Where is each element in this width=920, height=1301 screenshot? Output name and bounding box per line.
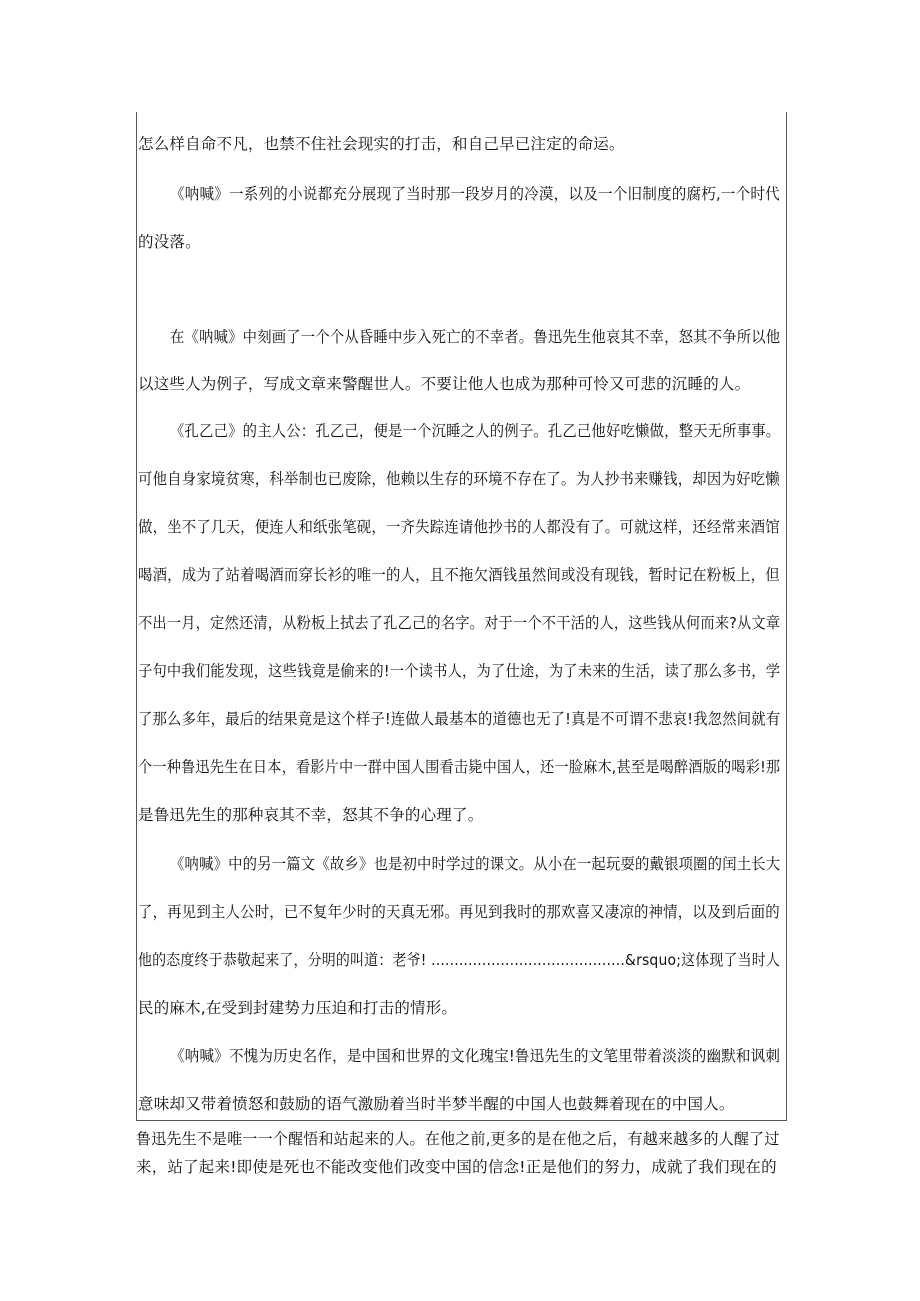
paragraph-line: 鲁迅先生不是唯一一个醒悟和站起来的人。在他之前,更多的是在他之后，有越来越多的人醒了过 bbox=[136, 1130, 780, 1148]
paragraph-line: 怎么样自命不凡，也禁不住社会现实的打击，和自己早已注定的命运。 bbox=[138, 135, 625, 153]
paragraph-line: 意味却又带着愤怒和鼓励的语气激励着当时半梦半醒的中国人也鼓舞着现在的中国人。 bbox=[138, 1095, 735, 1113]
paragraph-line: 来，站了起来!即使是死也不能改变他们改变中国的信念!正是他们的努力，成就了我们现在的 bbox=[136, 1158, 777, 1176]
paragraph-line: 做，坐不了几天，便连人和纸张笔砚，一齐失踪连请他抄书的人都没有了。可就这样，还经常来酒馆 bbox=[138, 518, 780, 536]
paragraph-line: 民的麻木,在受到封建势力压迫和打击的情形。 bbox=[138, 999, 458, 1017]
paragraph-line: 喝酒，成为了站着喝酒而穿长衫的唯一的人，且不拖欠酒钱虽然间或没有现钱，暂时记在粉板上，但 bbox=[138, 566, 780, 584]
box-right-border bbox=[786, 112, 787, 1120]
paragraph-line: 了那么多年，最后的结果竟是这个样子!连做人最基本的道德也无了!真是不可谓不悲哀!我忽然间就有 bbox=[138, 710, 781, 728]
paragraph-line: 个一种鲁迅先生在日本，看影片中一群中国人围看击毙中国人，还一脸麻木,甚至是喝醉酒版的喝彩!那 bbox=[138, 758, 781, 776]
paragraph-line: 《呐喊》中的另一篇文《故乡》也是初中时学过的课文。从小在一起玩耍的戴银项圈的闰土长大 bbox=[170, 855, 781, 873]
paragraph-line: 他的态度终于恭敬起来了，分明的叫道：老爷! ..........................................&rsquo;这体现了当时人 bbox=[138, 951, 781, 969]
paragraph-line: 是鲁迅先生的那种哀其不幸，怒其不争的心理了。 bbox=[138, 806, 484, 824]
paragraph-line: 子句中我们能发现，这些钱竟是偷来的!一个读书人，为了仕途，为了未来的生活，读了那么多书，学 bbox=[138, 662, 781, 680]
paragraph-line: 的没落。 bbox=[138, 233, 201, 251]
paragraph-line: 可他自身家境贫寒，科举制也已废除，他赖以生存的环境不存在了。为人抄书来赚钱，却因为好吃懒 bbox=[138, 470, 780, 488]
paragraph-line: 不出一月，定然还清，从粉板上拭去了孔乙己的名字。对于一个不干活的人，这些钱从何而来?从文章 bbox=[138, 614, 781, 632]
box-bottom-border bbox=[136, 1120, 787, 1121]
paragraph-line: 在《呐喊》中刻画了一个个从昏睡中步入死亡的不幸者。鲁迅先生他哀其不幸，怒其不争所以他 bbox=[170, 328, 781, 346]
box-left-border bbox=[136, 112, 137, 1120]
paragraph-line: 《呐喊》一系列的小说都充分展现了当时那一段岁月的冷漠，以及一个旧制度的腐朽,一个时代 bbox=[170, 185, 780, 203]
paragraph-line: 以这些人为例子，写成文章来警醒世人。不要让他人也成为那种可怜又可悲的沉睡的人。 bbox=[138, 375, 751, 393]
paragraph-line: 《孔乙己》的主人公：孔乙己，便是一个沉睡之人的例子。孔乙己他好吃懒做，整天无所事事。 bbox=[170, 422, 781, 440]
paragraph-line: 《呐喊》不愧为历史名作，是中国和世界的文化瑰宝!鲁迅先生的文笔里带着淡淡的幽默和讽刺 bbox=[170, 1047, 781, 1065]
paragraph-line: 了，再见到主人公时，已不复年少时的天真无邪。再见到我时的那欢喜又凄凉的神情，以及到后面的 bbox=[138, 903, 780, 921]
